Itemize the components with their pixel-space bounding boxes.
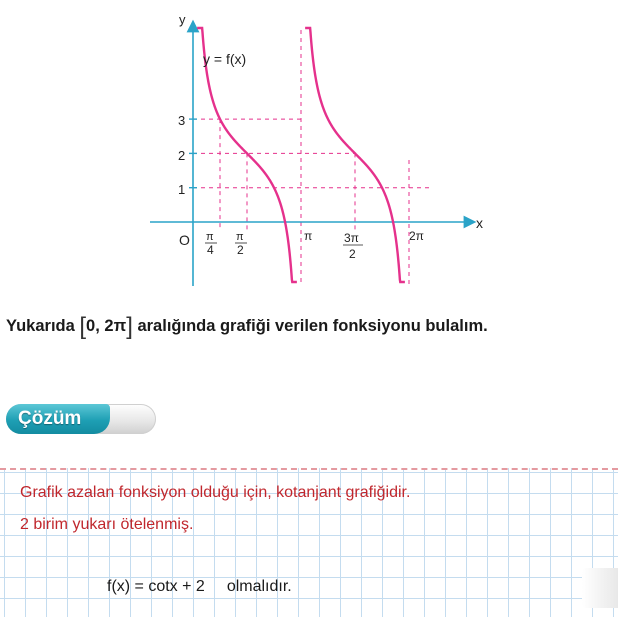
solution-formula: f(x) = cotx + 2 [107,578,205,595]
solution-line-2: 2 birim yukarı ötelenmiş. [20,516,194,533]
solution-line-1: Grafik azalan fonksiyon olduğu için, kotanjant grafiğidir. [20,484,411,501]
problem-statement: Yukarıda [0, 2π] aralığında grafiği verilen fonksiyonu bulalım. [6,313,488,340]
problem-text-before: Yukarıda [6,317,80,335]
x-tick-two-pi: 2π [409,229,424,243]
x-axis-label: x [476,215,483,231]
y-tick-label-2: 2 [178,148,186,163]
svg-text:π: π [206,231,214,243]
function-label: y = f(x) [203,51,247,67]
problem-text-after: aralığında grafiği verilen fonksiyonu bulalım. [132,317,488,335]
function-graph [0,0,618,300]
x-tick-pi-over-4 [205,231,217,257]
problem-interval: 0, 2π [86,317,127,335]
solution-badge-label: Çözüm [6,404,110,434]
y-tick-label-3: 3 [178,113,186,128]
y-axis-label: y [179,12,186,27]
svg-text:3π: 3π [344,231,359,245]
svg-text:2: 2 [237,243,244,257]
x-tick-pi-over-2 [235,231,247,257]
svg-text:π: π [236,231,244,243]
solution-conclusion: olmalıdır. [226,578,292,595]
y-tick-label-1: 1 [178,182,186,197]
svg-text:2: 2 [349,247,356,261]
x-tick-three-pi-over-2 [343,231,363,261]
x-tick-pi: π [304,229,313,243]
solution-badge [6,404,158,434]
solution-formula-row [107,578,292,596]
svg-text:4: 4 [207,243,214,257]
origin-label: O [179,232,190,248]
